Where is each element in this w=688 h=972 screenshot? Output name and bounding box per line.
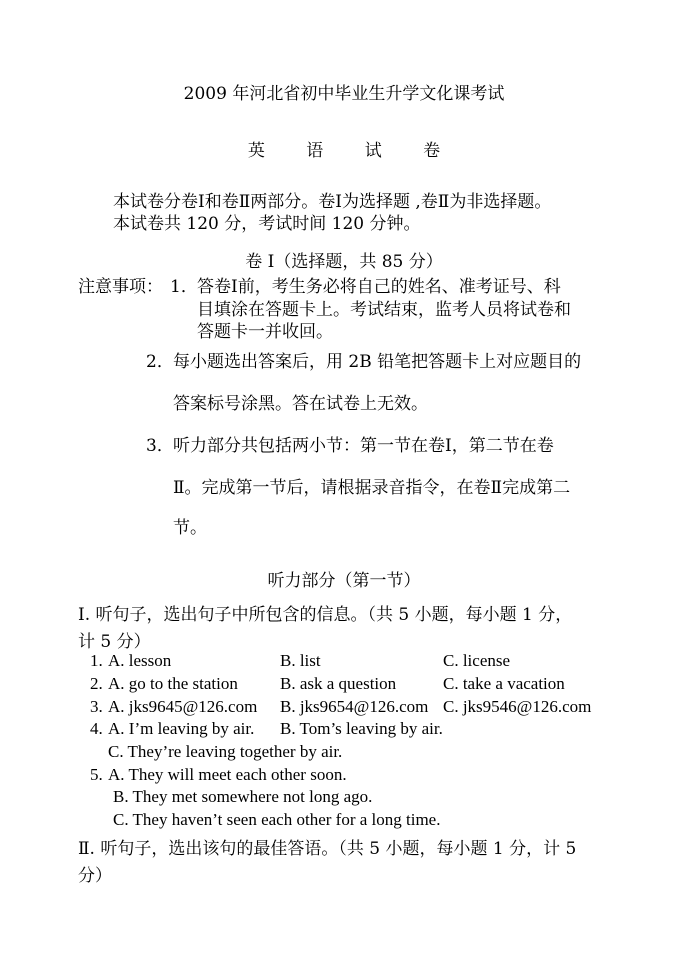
- note-line: 听力部分共包括两小节：第一节在卷Ⅰ，第二节在卷: [173, 436, 554, 456]
- note-number: 3．: [146, 436, 174, 456]
- option-c: C. license: [443, 651, 511, 670]
- option-b: B. ask a question: [280, 674, 397, 693]
- question-number: 3.: [90, 697, 103, 716]
- option-c: C. They haven’t seen each other for a long time.: [113, 810, 441, 829]
- question-number: 5.: [90, 765, 103, 784]
- option-a: A. They will meet each other soon.: [108, 765, 347, 784]
- note-line: Ⅱ。完成第一节后，请根据录音指令，在卷Ⅱ完成第二: [173, 478, 571, 498]
- listening-title: 听力部分（第一节）: [267, 571, 421, 591]
- question-number: 4.: [90, 719, 103, 738]
- option-b: B. Tom’s leaving by air.: [280, 719, 443, 738]
- exam-subtitle: 英 语 试 卷: [247, 141, 459, 161]
- note-line: 每小题选出答案后，用 2B 铅笔把答题卡上对应题目的: [173, 352, 582, 372]
- option-a: A. jks9645@126.com: [108, 697, 258, 716]
- section-title: 卷 I（选择题，共 85 分）: [245, 252, 443, 272]
- intro-line-2: 本试卷共 120 分，考试时间 120 分钟。: [113, 214, 421, 234]
- option-c: C. jks9546@126.com: [443, 697, 592, 716]
- option-b: B. list: [280, 651, 321, 670]
- option-c: C. They’re leaving together by air.: [108, 742, 343, 761]
- option-a: A. go to the station: [108, 674, 238, 693]
- option-b: B. They met somewhere not long ago.: [113, 787, 373, 806]
- option-a: A. I’m leaving by air.: [108, 719, 255, 738]
- notice-label: 注意事项：: [78, 277, 163, 297]
- question-number: 2.: [90, 674, 103, 693]
- exam-title: 2009 年河北省初中毕业生升学文化课考试: [183, 84, 505, 104]
- part-ii-instruction: Ⅱ. 听句子，选出该句的最佳答语。（共 5 小题，每小题 1 分，计 5: [78, 839, 577, 859]
- note-line: 答卷Ⅰ前，考生务必将自己的姓名、准考证号、科: [197, 277, 561, 297]
- note-number: 1．: [170, 277, 198, 297]
- note-number: 2．: [146, 352, 174, 372]
- part-i-instruction: 计 5 分）: [78, 632, 151, 652]
- intro-line-1: 本试卷分卷Ⅰ和卷Ⅱ两部分。卷Ⅰ为选择题 ,卷Ⅱ为非选择题。: [113, 192, 552, 212]
- question-number: 1.: [90, 651, 103, 670]
- note-line: 目填涂在答题卡上。考试结束，监考人员将试卷和: [197, 300, 571, 320]
- note-line: 答题卡一并收回。: [197, 322, 333, 342]
- option-c: C. take a vacation: [443, 674, 565, 693]
- option-b: B. jks9654@126.com: [280, 697, 429, 716]
- note-line: 节。: [173, 518, 207, 538]
- part-ii-instruction: 分）: [78, 866, 112, 886]
- option-a: A. lesson: [108, 651, 172, 670]
- note-line: 答案标号涂黑。答在试卷上无效。: [173, 394, 428, 414]
- part-i-instruction: Ⅰ. 听句子，选出句子中所包含的信息。（共 5 小题，每小题 1 分，: [78, 605, 573, 625]
